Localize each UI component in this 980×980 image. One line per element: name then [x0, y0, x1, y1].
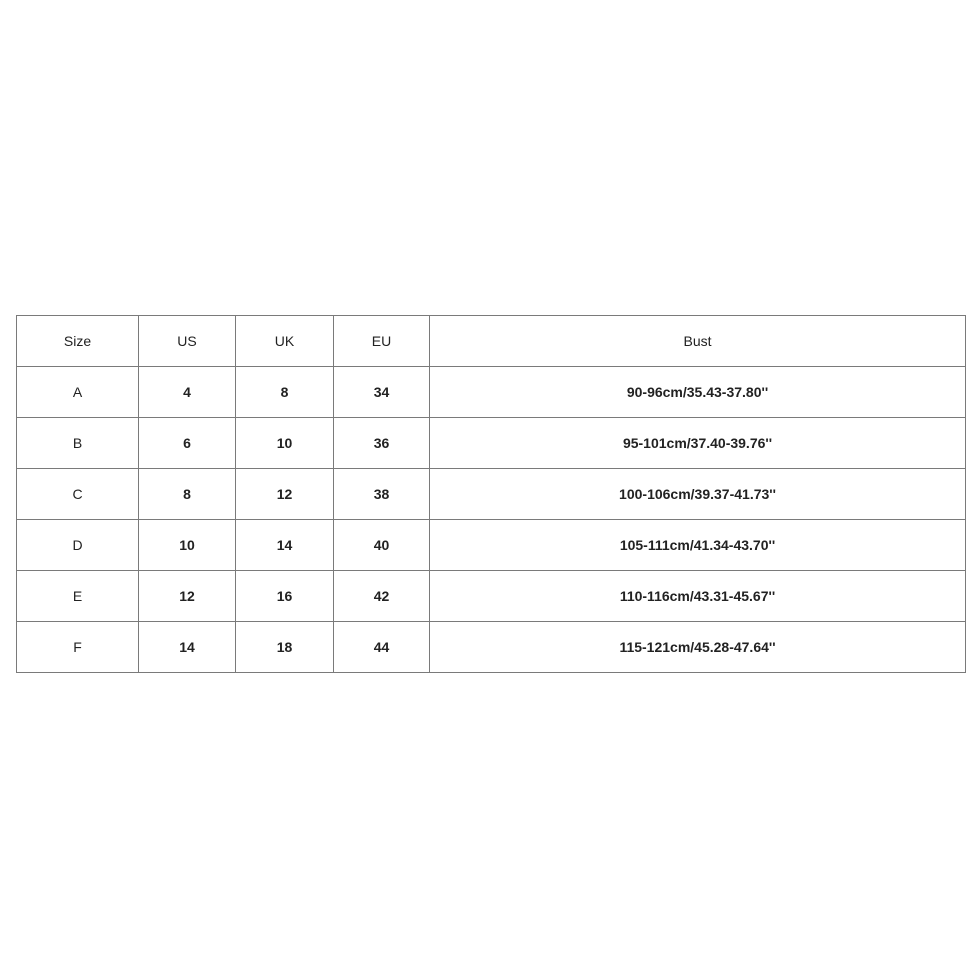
cell-us: 8	[139, 469, 236, 520]
cell-us: 12	[139, 571, 236, 622]
cell-uk: 16	[236, 571, 334, 622]
cell-bust: 95-101cm/37.40-39.76''	[430, 418, 966, 469]
cell-us: 10	[139, 520, 236, 571]
cell-us: 4	[139, 367, 236, 418]
cell-eu: 38	[334, 469, 430, 520]
cell-eu: 36	[334, 418, 430, 469]
cell-bust: 110-116cm/43.31-45.67''	[430, 571, 966, 622]
table-row	[17, 520, 966, 571]
cell-eu: 34	[334, 367, 430, 418]
cell-uk: 18	[236, 622, 334, 673]
cell-uk: 14	[236, 520, 334, 571]
header-us: US	[139, 316, 236, 367]
table-header-row	[17, 316, 966, 367]
cell-eu: 44	[334, 622, 430, 673]
cell-size: E	[17, 571, 139, 622]
cell-size: F	[17, 622, 139, 673]
header-size: Size	[17, 316, 139, 367]
cell-uk: 10	[236, 418, 334, 469]
cell-size: A	[17, 367, 139, 418]
table-row	[17, 367, 966, 418]
cell-eu: 42	[334, 571, 430, 622]
cell-uk: 12	[236, 469, 334, 520]
table-row	[17, 469, 966, 520]
cell-uk: 8	[236, 367, 334, 418]
header-uk: UK	[236, 316, 334, 367]
table-row	[17, 418, 966, 469]
cell-bust: 105-111cm/41.34-43.70''	[430, 520, 966, 571]
cell-bust: 115-121cm/45.28-47.64''	[430, 622, 966, 673]
header-eu: EU	[334, 316, 430, 367]
cell-eu: 40	[334, 520, 430, 571]
cell-size: C	[17, 469, 139, 520]
cell-size: B	[17, 418, 139, 469]
cell-size: D	[17, 520, 139, 571]
cell-us: 6	[139, 418, 236, 469]
table-row	[17, 622, 966, 673]
header-bust: Bust	[430, 316, 966, 367]
cell-bust: 90-96cm/35.43-37.80''	[430, 367, 966, 418]
table-row	[17, 571, 966, 622]
cell-us: 14	[139, 622, 236, 673]
cell-bust: 100-106cm/39.37-41.73''	[430, 469, 966, 520]
size-chart-table	[16, 315, 966, 673]
